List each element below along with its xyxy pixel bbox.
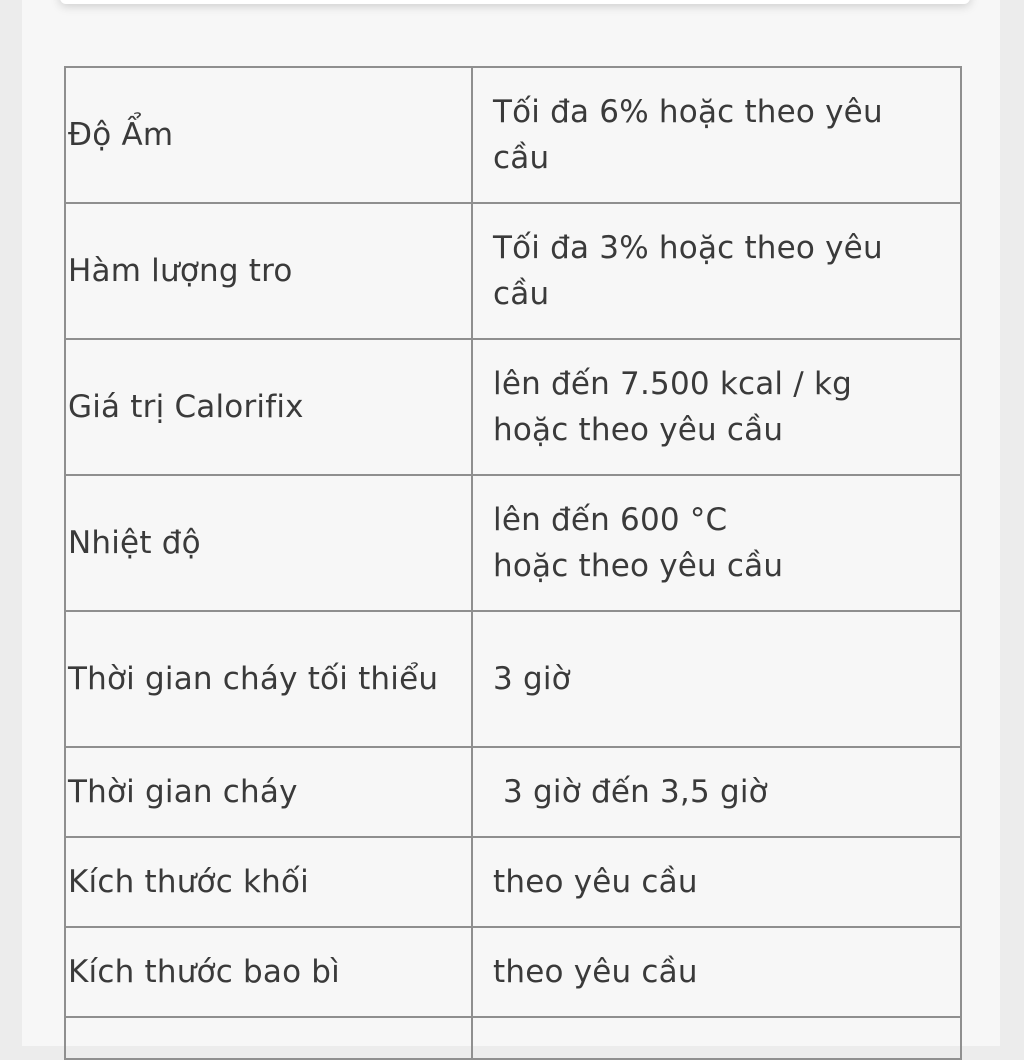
spec-table <box>64 66 962 1060</box>
spec-label: Kích thước bao bì <box>65 927 472 1017</box>
table-row <box>65 1017 961 1059</box>
table-row <box>65 927 961 1017</box>
spec-value: theo yêu cầu <box>472 837 961 927</box>
spec-value-line: hoặc theo yêu cầu <box>493 412 784 448</box>
spec-label: Thời gian cháy <box>65 747 472 837</box>
spec-value: 3 giờ đến 3,5 giờ <box>472 747 961 837</box>
table-row <box>65 611 961 747</box>
spec-value-line: lên đến 7.500 kcal / kg <box>493 366 853 402</box>
spec-label: Thời gian cháy tối thiểu <box>65 611 472 747</box>
table-row <box>65 747 961 837</box>
spec-value-line: hoặc theo yêu cầu <box>493 548 784 584</box>
spec-value-empty <box>472 1017 961 1059</box>
table-row <box>65 203 961 339</box>
table-row <box>65 67 961 203</box>
spec-value: 3 giờ <box>472 611 961 747</box>
spec-label: Giá trị Calorifix <box>65 339 472 475</box>
table-row <box>65 339 961 475</box>
spec-value <box>472 339 961 475</box>
spec-value: Tối đa 3% hoặc theo yêu cầu <box>472 203 961 339</box>
table-row <box>65 837 961 927</box>
header-bar-edge <box>60 0 970 4</box>
spec-label: Kích thước khối <box>65 837 472 927</box>
spec-value <box>472 475 961 611</box>
spec-value: Tối đa 6% hoặc theo yêu cầu <box>472 67 961 203</box>
spec-label: Hàm lượng tro <box>65 203 472 339</box>
spec-label: Nhiệt độ <box>65 475 472 611</box>
spec-value-line: lên đến 600 °C <box>493 502 728 538</box>
spec-value: theo yêu cầu <box>472 927 961 1017</box>
spec-label: Độ Ẩm <box>65 67 472 203</box>
table-row <box>65 475 961 611</box>
spec-label-empty <box>65 1017 472 1059</box>
